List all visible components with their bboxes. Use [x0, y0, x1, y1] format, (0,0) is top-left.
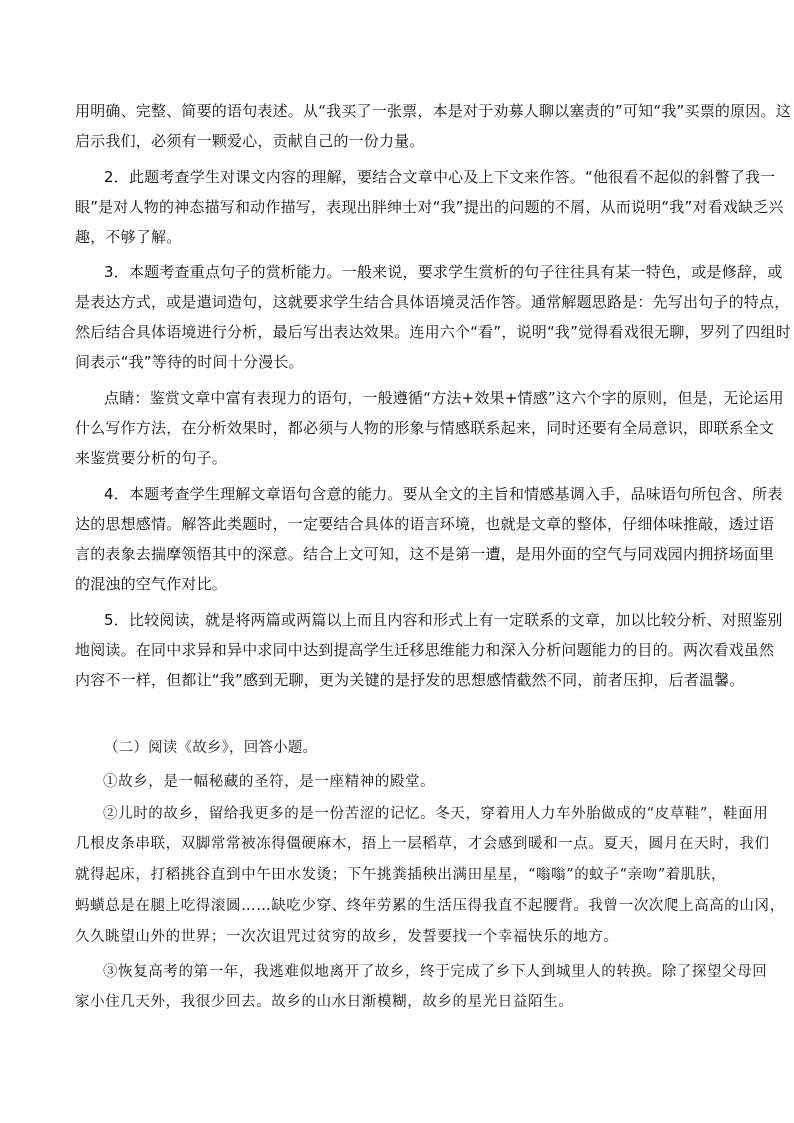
text-line: 趣，不够了解。	[75, 228, 182, 246]
text-line: 来鉴赏要分析的句子。	[75, 449, 228, 467]
text-line: 达的思想感情。解答此类题时，一定要结合具体的语言环境，也就是文章的整体，仔细体味推敲，透过语	[75, 515, 775, 533]
text-line: 家小住几天外，我很少回去。故乡的山水日渐模糊，故乡的星光日益陌生。	[75, 994, 574, 1010]
text-line: ③恢复高考的第一年，我逃难似地离开了故乡，终于完成了乡下人到城里人的转换。除了探望父母回	[103, 964, 768, 980]
text-line: 蚂蟥总是在腿上吃得滚圆……缺吃少穿、终年劳累的生活压得我直不起腰背。我曾一次次爬上高高的山冈，	[75, 898, 785, 914]
text-line: 内容不一样，但都让“我”感到无聊，更为关键的是抒发的思想感情截然不同，前者压抑，后者温馨。	[75, 671, 745, 689]
text-line: 2．此题考查学生对课文内容的理解，要结合文章中心及上下文来作答。“他很看不起似的斜瞥了我一	[104, 168, 776, 186]
text-line: 几根皮条串联，双脚常常被冻得僵硬麻木，捂上一层稻草，才会感到暖和一点。夏天，圆月在天时，我们	[75, 836, 770, 852]
text-line: 点睛：鉴赏文章中富有表现力的语句，一般遵循“方法+效果+情感”这六个字的原则，但是，无论运用	[104, 389, 784, 407]
text-line: 的混浊的空气作对比。	[75, 575, 228, 593]
text-line: 就得起床，打稻挑谷直到中午田水发烫；下午挑粪插秧出满田星星，“嗡嗡”的蚊子“亲吻”着肌肤，	[75, 867, 727, 883]
text-line: ②儿时的故乡，留给我更多的是一份苦涩的记忆。冬天，穿着用人力车外胎做成的“皮草鞋”，鞋面用	[103, 806, 769, 822]
text-line: 地阅读。在同中求异和异中求同中达到提高学生迁移思维能力和深入分析问题能力的目的。两次看戏虽然	[75, 641, 775, 659]
text-line: 言的表象去揣摩领悟其中的深意。结合上文可知，这不是第一遭，是用外面的空气与同戏园内拥挤场面里	[75, 545, 775, 563]
text-line: 久久眺望山外的世界；一次次诅咒过贫穷的故乡，发誓要找一个幸福快乐的地方。	[75, 929, 619, 945]
text-line: 3．本题考查重点句子的赏析能力。一般来说，要求学生赏析的句子往往具有某一特色，或是修辞，或	[104, 263, 783, 281]
text-line: 5．比较阅读，就是将两篇或两篇以上而且内容和形式上有一定联系的文章，加以比较分析、对照鉴别	[104, 611, 783, 629]
text-line: 4．本题考查学生理解文章语句含意的能力。要从全文的主旨和情感基调入手，品味语句所包含、所表	[104, 485, 783, 503]
text-line: 然后结合具体语境进行分析，最后写出表达效果。连用六个“看”，说明“我”觉得看戏很无聊，罗列了四组时	[75, 323, 791, 341]
text-line: 间表示“我”等待的时间十分漫长。	[75, 353, 304, 371]
text-line: 是表达方式，或是遣词造句，这就要求学生结合具体语境灵活作答。通常解题思路是：先写出句子的特点，	[75, 293, 790, 311]
section-heading-text: （二）阅读《故乡》，回答小题。	[104, 740, 318, 756]
text-line: 什么写作方法，在分析效果时，都必须与人物的形象与情感联系起来，同时还要有全局意识，即联系全文	[75, 419, 775, 437]
text-line: 用明确、完整、简要的语句表述。从“我买了一张票，本是对于劝募人聊以塞责的”可知“我”买票的原因。这	[75, 102, 791, 120]
text-line: 启示我们，必须有一颗爱心，贡献自己的一份力量。	[75, 132, 425, 150]
text-line: 眼”是对人物的神态描写和动作描写，表现出胖绅士对“我”提出的问题的不屑，从而说明“我”对看戏缺乏兴	[75, 198, 784, 216]
text-line: ①故乡，是一幅秘藏的圣符，是一座精神的殿堂。	[103, 774, 436, 790]
